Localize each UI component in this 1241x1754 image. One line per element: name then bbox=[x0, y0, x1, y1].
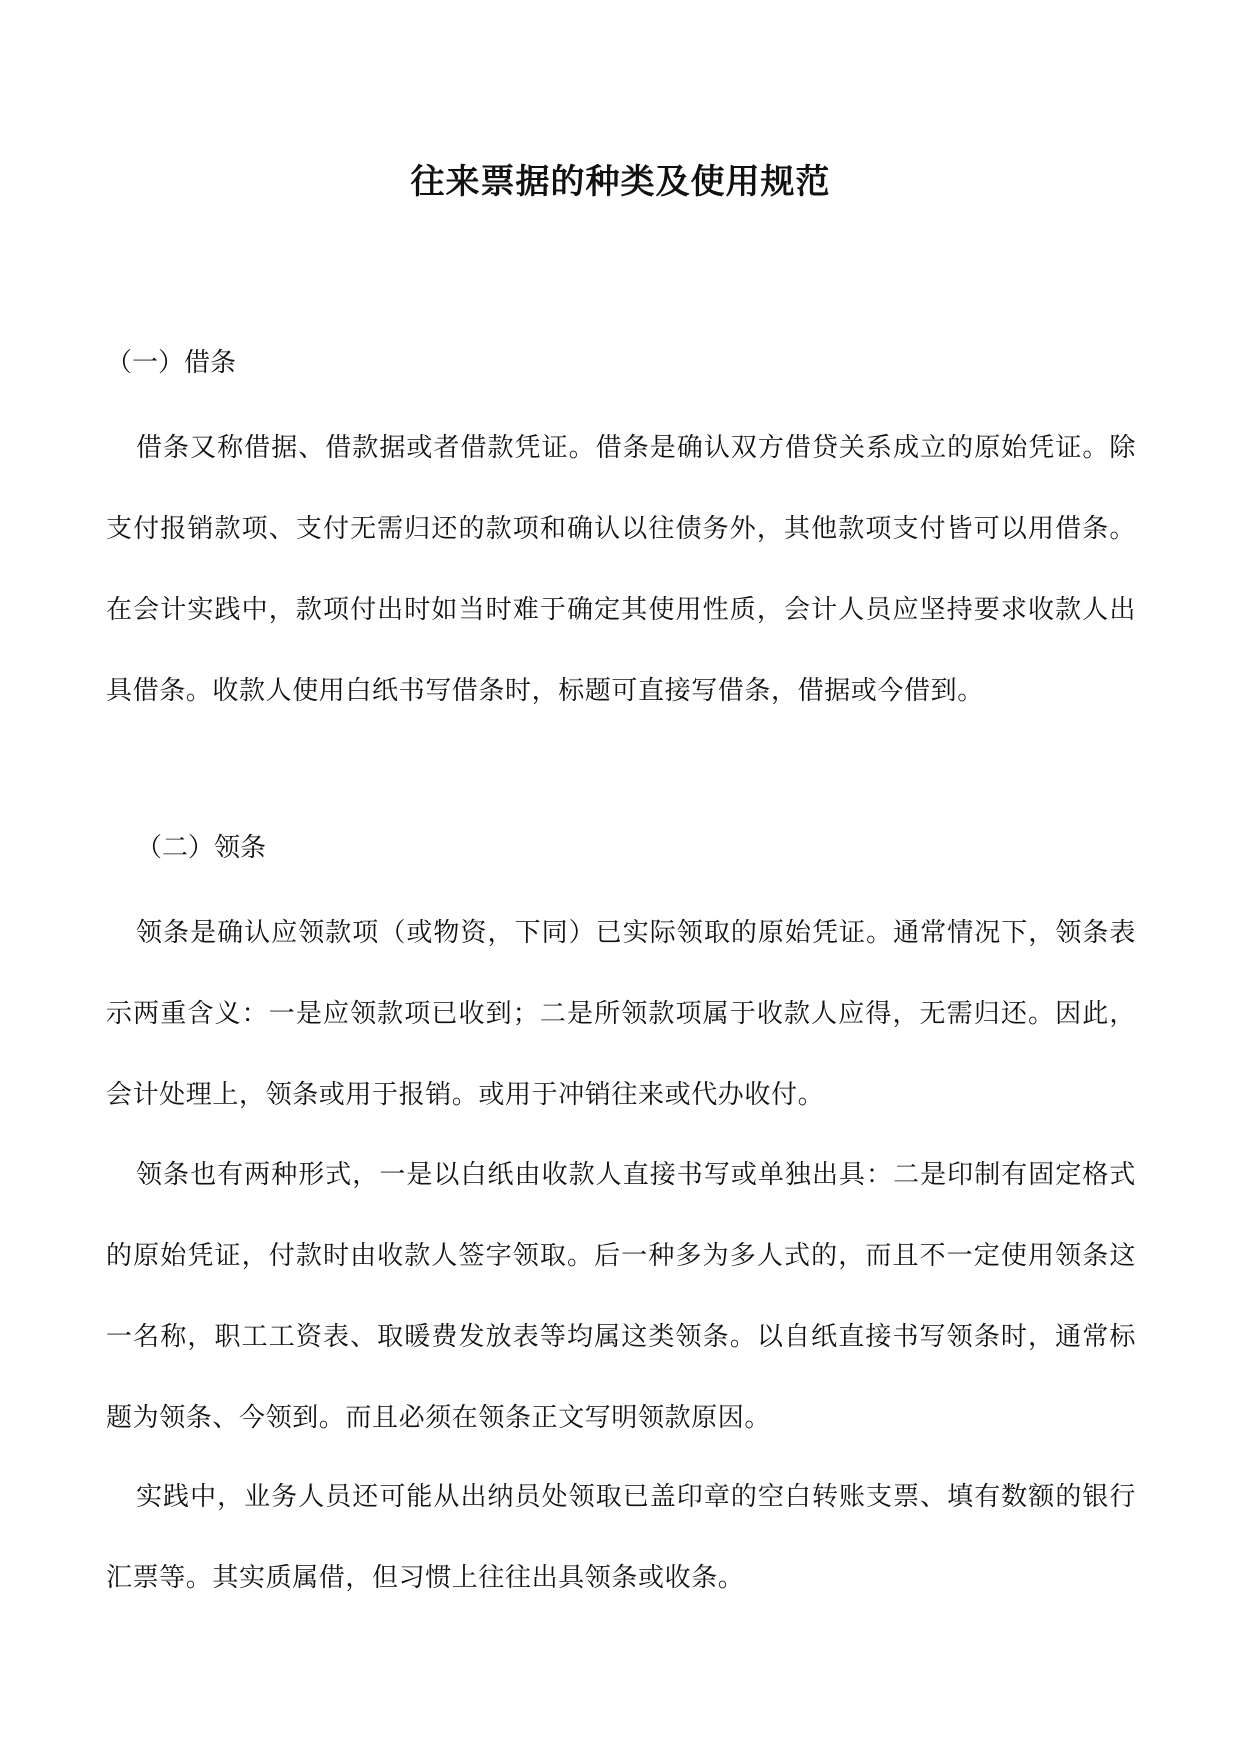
paragraph-lingtiao-practice: 实践中，业务人员还可能从出纳员处领取已盖印章的空白转账支票、填有数额的银行汇票等。其实质属借，但习惯上往往出具领条或收条。 bbox=[106, 1482, 1136, 1593]
paragraph-lingtiao-definition: 领条是确认应领款项（或物资，下同）已实际领取的原始凭证。通常情况下，领条表示两重含义：一是应领款项已收到；二是所领款项属于收款人应得，无需归还。因此，会计处理上，领条或用于报销。或用于冲销往来或代办收付。 bbox=[106, 918, 1136, 1110]
document-title: 往来票据的种类及使用规范 bbox=[410, 162, 831, 202]
paragraph-jietiao-definition: 借条又称借据、借款据或者借款凭证。借条是确认双方借贷关系成立的原始凭证。除支付报销款项、支付无需归还的款项和确认以往债务外，其他款项支付皆可以用借条。在会计实践中，款项付出时如当时难于确定其使用性质，会计人员应坚持要求收款人出具借条。收款人使用白纸书写借条时，标题可直接写借条，借据或今借到。 bbox=[106, 433, 1136, 706]
paragraph-lingtiao-forms: 领条也有两种形式，一是以白纸由收款人直接书写或单独出具：二是印制有固定格式的原始凭证，付款时由收款人签字领取。后一种多为多人式的，而且不一定使用领条这一名称，职工工资表、取暖费发放表等均属这类领条。以自纸直接书写领条时，通常标题为领条、今领到。而且必须在领条正文写明领款原因。 bbox=[106, 1160, 1136, 1433]
section-heading-lingtiao: （二）领条 bbox=[136, 833, 267, 863]
section-heading-jietiao: （一）借条 bbox=[106, 348, 237, 378]
